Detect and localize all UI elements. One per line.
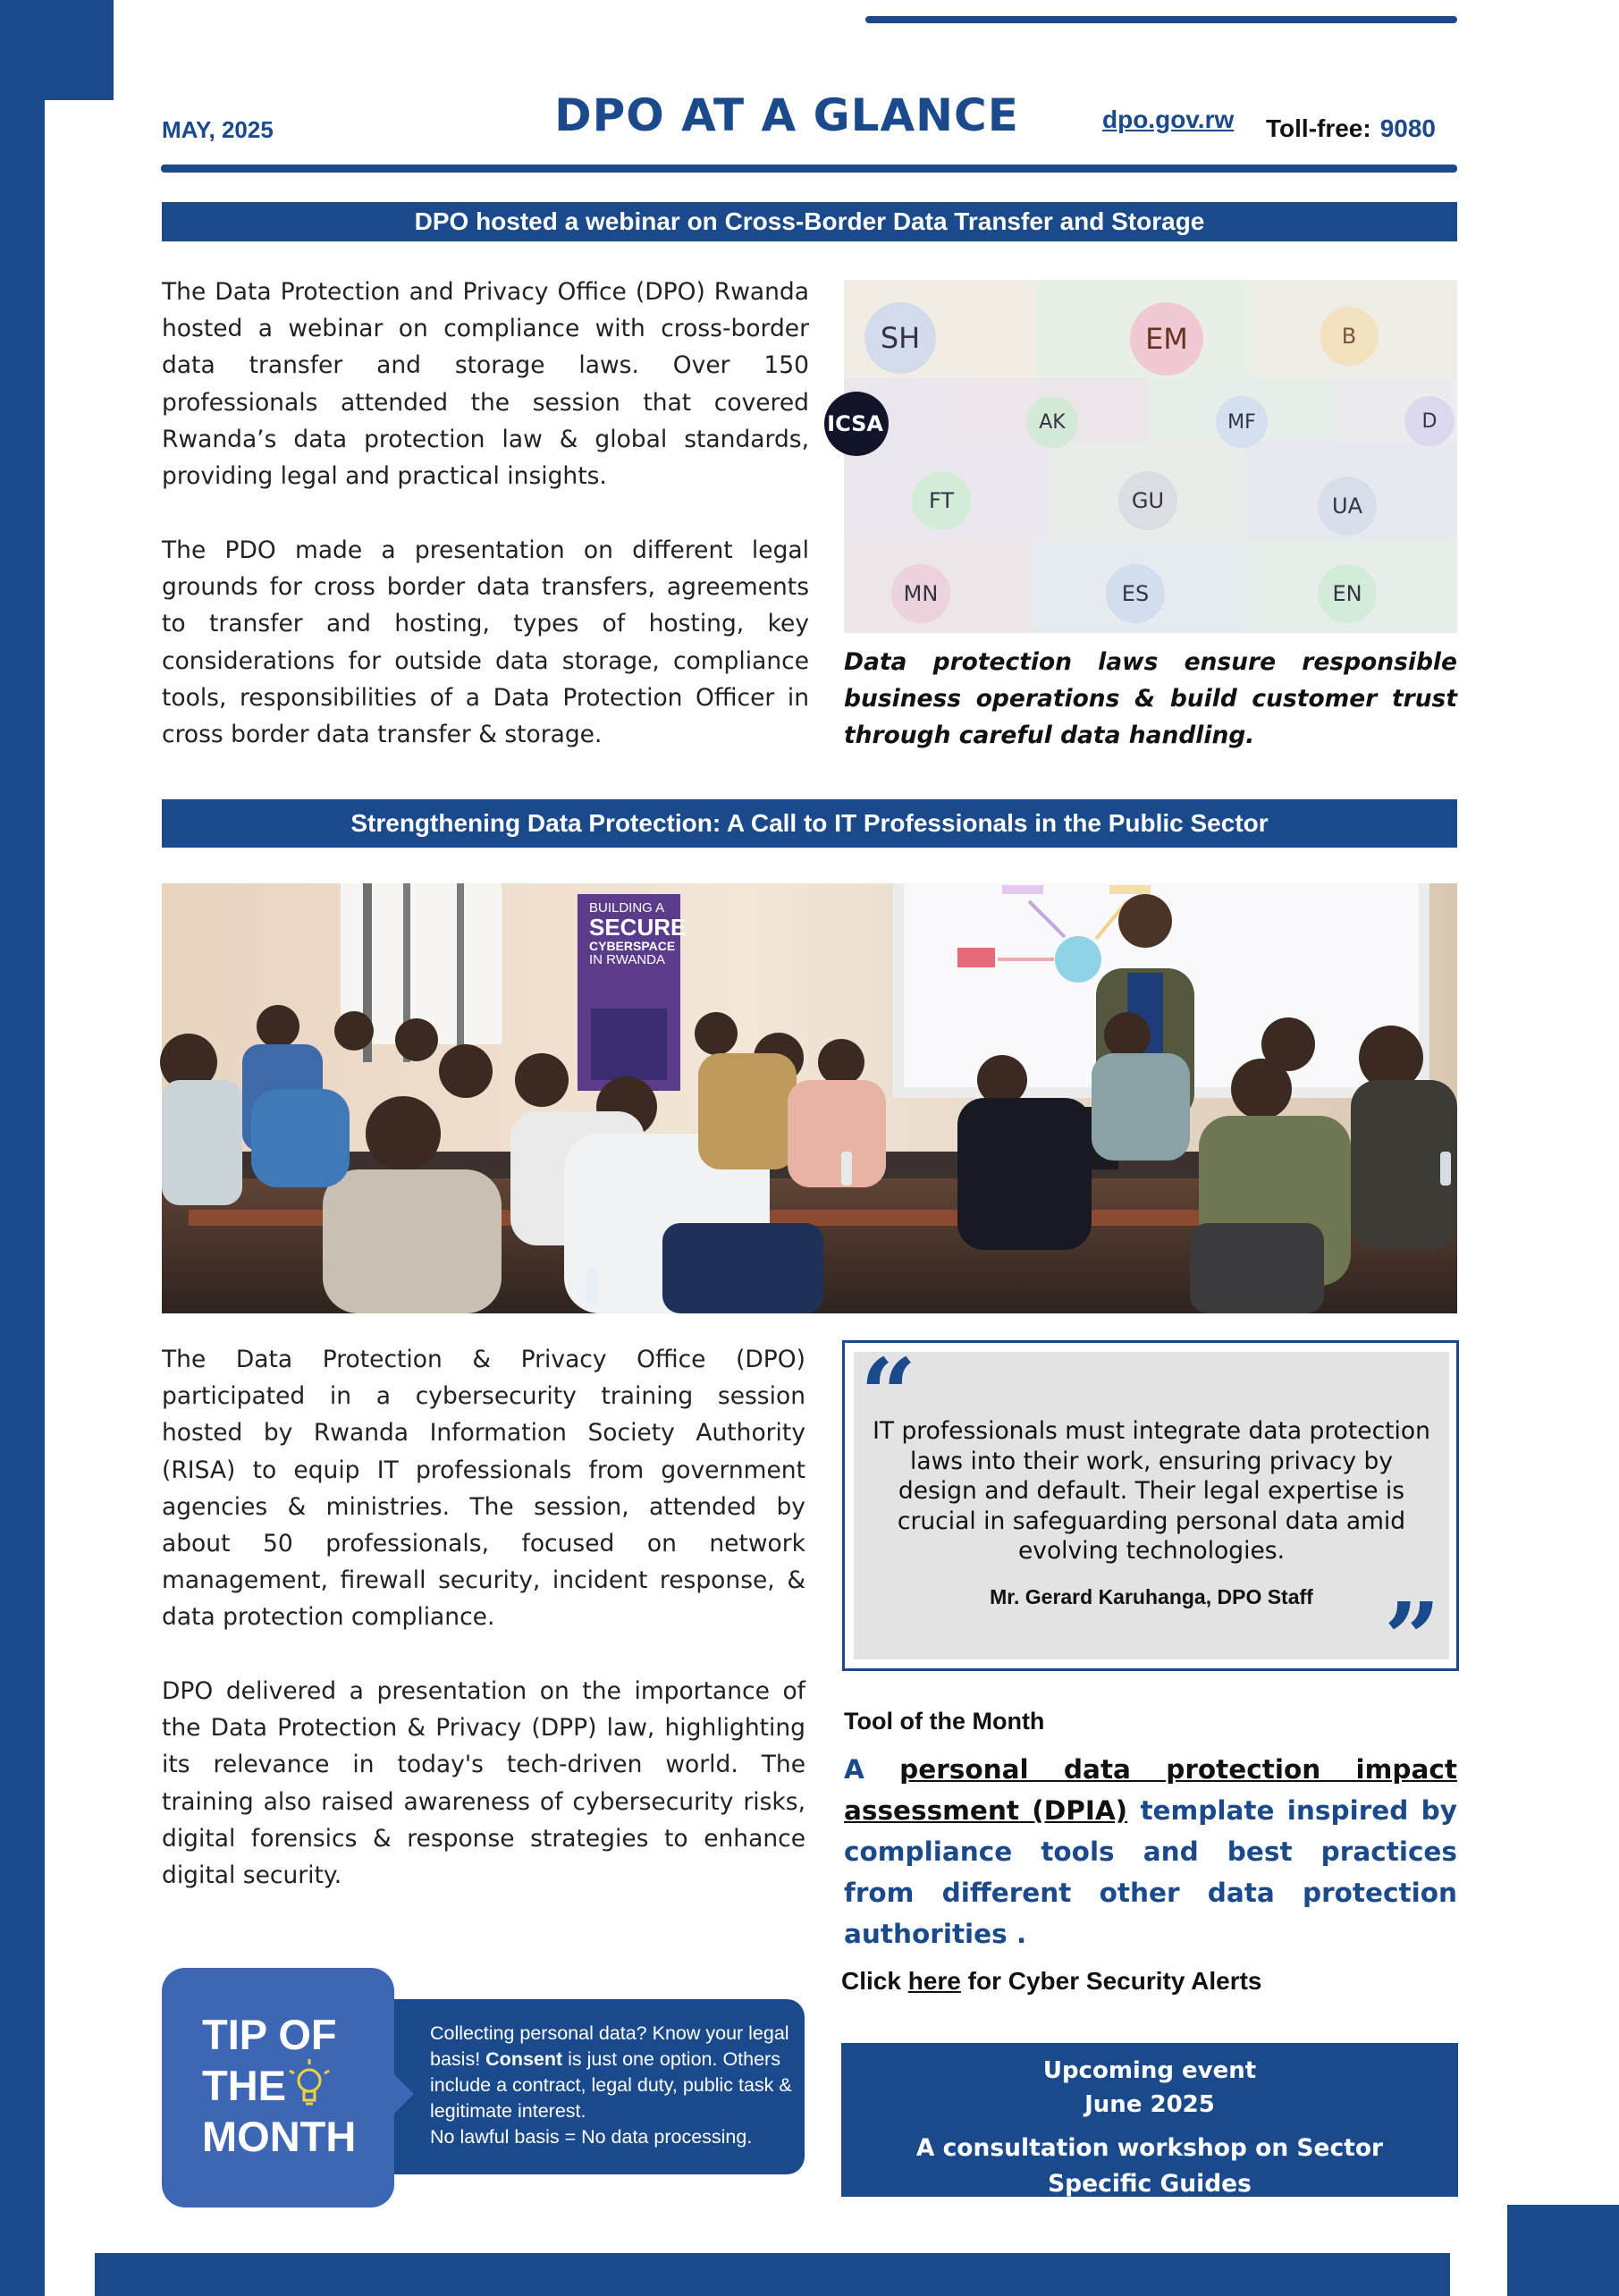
toll-free (1266, 114, 1436, 143)
participant-avatar: EM (1130, 302, 1203, 376)
participant-avatar: FT (912, 471, 971, 530)
event-date: June 2025 (1084, 2091, 1215, 2118)
tool-heading: Tool of the Month (844, 1708, 1045, 1735)
participant-avatar: ES (1106, 564, 1165, 623)
lightbulb-icon (291, 2063, 327, 2109)
participant-avatar: B (1320, 307, 1379, 366)
event-heading: Upcoming event (1042, 2057, 1257, 2084)
bottom-right-block (1507, 2205, 1619, 2296)
webinar-paragraph-1: The Data Protection and Privacy Office (DPO) Rwanda hosted a webinar on compliance with cross-border data transfer and storage laws. Over 150 professionals attended the session that covered Rwanda’s data protection law & global standards, providing legal and practical insights. (162, 278, 809, 491)
training-paragraph-1: The Data Protection & Privacy Office (DPO) participated in a cybersecurity training session hosted by Rwanda Information Society Authority (RISA) to equip IT professionals from government agencies & ministries. The session, attended by about 50 professionals, focused on network management, firewall security, incident response, & data protection compliance. (162, 1346, 805, 1632)
tip-title-line-1: TIP OF (202, 2011, 337, 2058)
participant-avatar: AK (1026, 396, 1078, 448)
quote-author: Mr. Gerard Karuhanga, DPO Staff (990, 1585, 1313, 1608)
tip-text-part-1: Collecting personal data? Know your legal basis! (430, 2022, 789, 2070)
tool-suffix: template inspired by compliance tools and best practices from different other data protection authorities . (844, 1795, 1457, 1949)
standee-line-4: IN RWANDA (589, 951, 666, 967)
participant-avatar: ICSA (824, 392, 889, 456)
webinar-banner: DPO hosted a webinar on Cross-Border Data Transfer and Storage (162, 202, 1457, 241)
upcoming-event-box (841, 2043, 1458, 2197)
tip-text (430, 2021, 805, 2150)
quote-text: IT professionals must integrate data protection laws into their work, ensuring privacy by design and default. Their legal expertise is crucial in safeguarding personal data amid evolving technologies. (873, 1417, 1430, 1565)
cyber-alerts-line (841, 1967, 1262, 1996)
bottom-bar (95, 2253, 1450, 2296)
tip-title-line-2 (202, 2060, 356, 2111)
participant-avatar: GU (1118, 471, 1177, 530)
webinar-paragraph-2: The PDO made a presentation on different legal grounds for cross border data transfers, agreements to transfer and hosting, types of hosting, key considerations for outside data storage, compliance tools, responsibilities of a Data Protection Officer in cross border data transfer & storage. (162, 536, 809, 749)
tool-description (844, 1749, 1457, 1954)
tip-text-consent: Consent (485, 2048, 563, 2070)
tip-card-pointer (391, 2071, 414, 2117)
newsletter-title: DPO AT A GLANCE (554, 89, 1019, 141)
toll-free-number: 9080 (1379, 114, 1436, 142)
training-photo (162, 883, 1457, 1313)
top-rule (865, 16, 1457, 23)
participant-avatar: SH (864, 302, 936, 374)
training-banner: Strengthening Data Protection: A Call to IT Professionals in the Public Sector (162, 799, 1457, 848)
header-rule (161, 165, 1457, 173)
left-corner-block (0, 0, 114, 100)
event-title: A consultation workshop on Sector Specific Guides (915, 2134, 1384, 2198)
dpia-template-link[interactable]: personal data protection impact assessment (DPIA) (844, 1754, 1457, 1826)
webinar-participants-grid (827, 280, 1457, 633)
cyber-alerts-link[interactable]: here (907, 1967, 961, 1995)
standee-line-1: BUILDING A (589, 900, 665, 916)
tip-title-line-2-text: THE (202, 2062, 286, 2109)
tip-title (202, 2009, 356, 2162)
standee-line-2: SECURE (589, 913, 687, 941)
tool-prefix: A (844, 1754, 864, 1785)
issue-date: MAY, 2025 (162, 116, 274, 143)
participant-avatar: D (1404, 396, 1455, 446)
tip-text-part-3: No lawful basis = No data processing. (430, 2126, 753, 2148)
open-quote-icon: “ (860, 1337, 917, 1452)
participant-avatar: MN (891, 564, 950, 623)
alerts-prefix: Click (841, 1967, 901, 1995)
photo-standee-text (589, 900, 687, 967)
website-link[interactable]: dpo.gov.rw (1102, 106, 1235, 133)
toll-free-label: Toll-free: (1266, 114, 1371, 142)
tip-title-line-3: MONTH (202, 2113, 357, 2160)
training-paragraph-2: DPO delivered a presentation on the importance of the Data Protection & Privacy (DPP) law, highlighting its relevance in today's tech-driven world. The training also raised awareness of cybersecurity risks, digital forensics & response strategies to enhance digital security. (162, 1677, 805, 1890)
webinar-caption: Data protection laws ensure responsible business operations & build customer trust through careful data handling. (844, 648, 1457, 749)
participant-avatar: EN (1318, 564, 1377, 623)
left-border-bar (0, 0, 45, 2296)
close-quote-icon: ” (1384, 1581, 1441, 1696)
participant-avatar: UA (1318, 477, 1377, 536)
alerts-suffix: for Cyber Security Alerts (967, 1967, 1262, 1995)
standee-line-3: CYBERSPACE (589, 939, 676, 954)
participant-avatar: MF (1216, 396, 1268, 448)
tip-text-part-2: is just one option. Others include a contract, legal duty, public task & legitimate interest. (430, 2048, 792, 2122)
